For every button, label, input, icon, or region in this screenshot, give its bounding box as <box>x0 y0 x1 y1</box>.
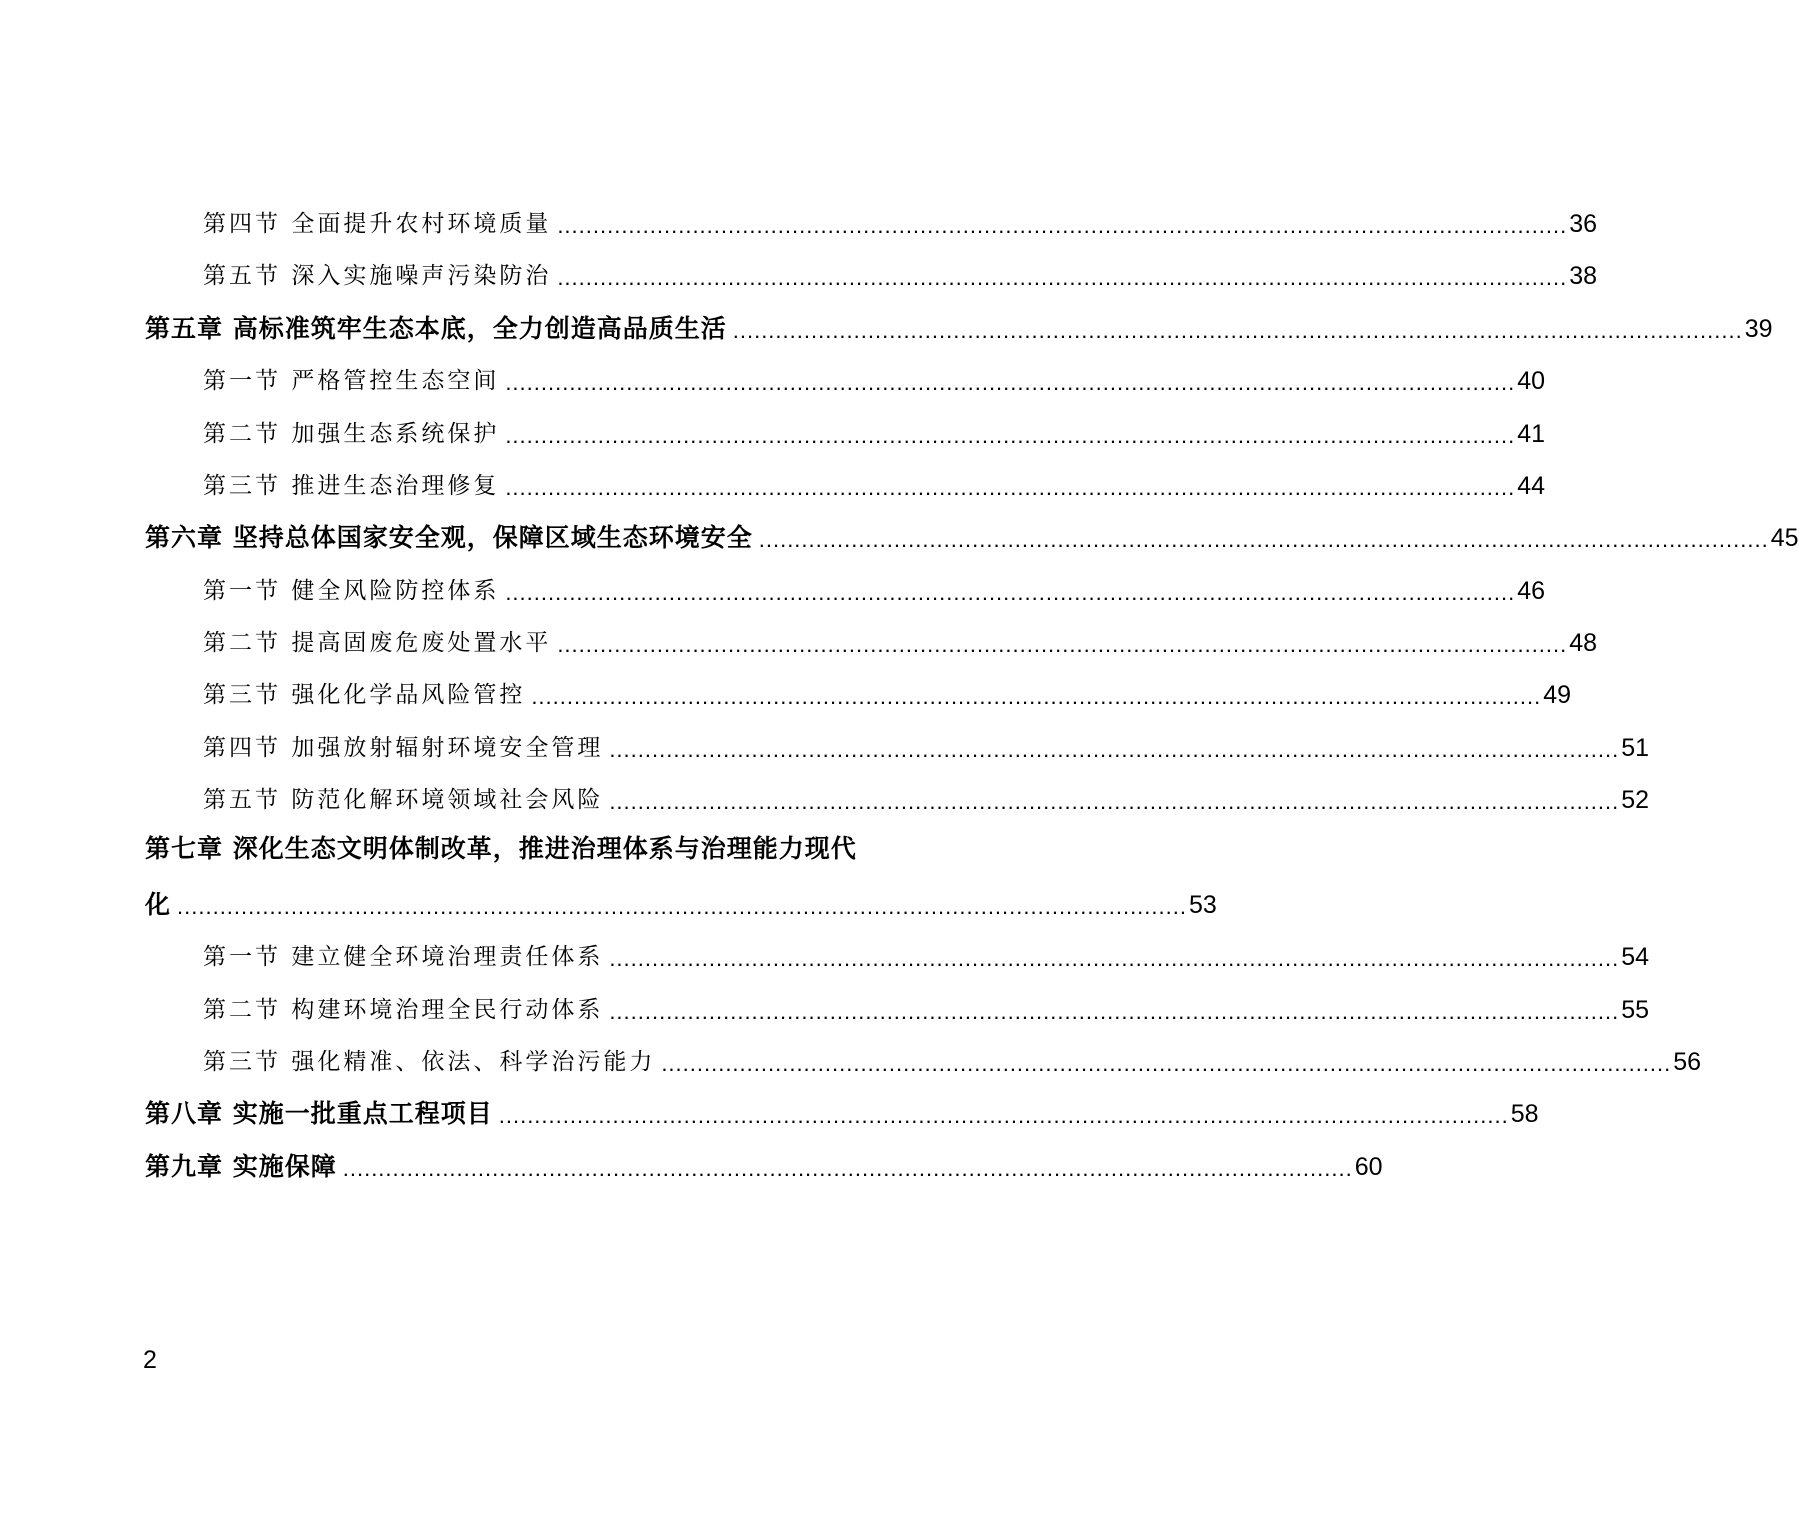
toc-entry[interactable] <box>203 933 1650 973</box>
toc-chapter-title: 第八章 实施一批重点工程项目 <box>145 1099 493 1128</box>
toc-page-number: 38 <box>1569 262 1598 290</box>
toc-entry-title: 第一节 健全风险防控体系 <box>203 578 500 604</box>
toc-entry-title: 第一节 严格管控生态空间 <box>203 368 500 394</box>
toc-entry-title: 第五节 深入实施噪声污染防治 <box>203 263 552 289</box>
toc-page-number: 58 <box>1510 1100 1539 1128</box>
toc-entry[interactable] <box>203 986 1650 1026</box>
toc-page-number: 60 <box>1354 1153 1383 1181</box>
dot-leader: .............................................................................................................................................. <box>531 684 1542 709</box>
toc-page-number: 40 <box>1517 367 1546 395</box>
dot-leader: .............................................................................................................................................. <box>505 370 1516 395</box>
dot-leader: .............................................................................................................................................. <box>177 894 1187 919</box>
toc-entry[interactable] <box>203 567 1546 607</box>
toc-page-number: 52 <box>1621 786 1650 814</box>
toc-entry-title: 第二节 提高固废危废处置水平 <box>203 630 552 656</box>
toc-entry[interactable] <box>203 619 1598 659</box>
toc-chapter-title-line2: 化 <box>145 890 172 919</box>
toc-page-number: 51 <box>1621 734 1650 762</box>
toc-page-number: 39 <box>1744 315 1773 343</box>
toc-chapter-entry[interactable] <box>145 514 1799 554</box>
toc-page-number: 49 <box>1543 681 1572 709</box>
toc-chapter-title: 第六章 坚持总体国家安全观，保障区域生态环境安全 <box>145 523 753 552</box>
toc-page-number: 41 <box>1517 420 1546 448</box>
toc-entry-title: 第四节 加强放射辐射环境安全管理 <box>203 735 604 761</box>
toc-chapter-entry[interactable] <box>145 305 1773 345</box>
toc-entry-title: 第四节 全面提升农村环境质量 <box>203 211 552 237</box>
toc-entry[interactable] <box>203 200 1598 240</box>
dot-leader: .............................................................................................................................................. <box>609 999 1620 1024</box>
dot-leader: .............................................................................................................................................. <box>609 789 1620 814</box>
dot-leader: .............................................................................................................................................. <box>609 946 1620 971</box>
dot-leader: .............................................................................................................................................. <box>557 265 1568 290</box>
toc-page-number: 44 <box>1517 472 1546 500</box>
toc-entry-title: 第三节 推进生态治理修复 <box>203 473 500 499</box>
toc-entry[interactable] <box>203 724 1650 764</box>
toc-entry-title: 第二节 构建环境治理全民行动体系 <box>203 997 604 1023</box>
toc-entry[interactable] <box>203 462 1546 502</box>
toc-entry-title: 第三节 强化化学品风险管控 <box>203 682 526 708</box>
toc-entry[interactable] <box>203 252 1598 292</box>
toc-entry[interactable] <box>203 1038 1702 1078</box>
toc-chapter-title: 第九章 实施保障 <box>145 1152 337 1181</box>
dot-leader: .............................................................................................................................................. <box>758 527 1769 552</box>
toc-page-number: 55 <box>1621 996 1650 1024</box>
toc-entry-title: 第五节 防范化解环境领域社会风险 <box>203 787 604 813</box>
dot-leader: .............................................................................................................................................. <box>732 318 1743 343</box>
page-footer-number: 2 <box>143 1346 157 1374</box>
dot-leader: .............................................................................................................................................. <box>342 1156 1353 1181</box>
toc-chapter-title-line1[interactable]: 第七章 深化生态文明体制改革，推进治理体系与治理能力现代 <box>145 834 857 863</box>
toc-page-number: 56 <box>1673 1048 1702 1076</box>
dot-leader: .............................................................................................................................................. <box>661 1051 1672 1076</box>
toc-entry[interactable] <box>203 357 1546 397</box>
toc-entry-title: 第一节 建立健全环境治理责任体系 <box>203 944 604 970</box>
toc-entry-title: 第三节 强化精准、依法、科学治污能力 <box>203 1049 656 1075</box>
toc-page-number: 54 <box>1621 943 1650 971</box>
toc-page-number: 48 <box>1569 629 1598 657</box>
toc-entry[interactable] <box>203 410 1546 450</box>
toc-page-number: 36 <box>1569 210 1598 238</box>
dot-leader: .............................................................................................................................................. <box>557 213 1568 238</box>
dot-leader: .............................................................................................................................................. <box>609 737 1620 762</box>
dot-leader: .............................................................................................................................................. <box>557 632 1568 657</box>
toc-chapter-entry[interactable] <box>145 1143 1383 1183</box>
toc-entry[interactable] <box>203 776 1650 816</box>
toc-page-number: 45 <box>1770 524 1799 552</box>
toc-chapter-entry[interactable] <box>145 881 1217 921</box>
toc-page-number: 46 <box>1517 577 1546 605</box>
dot-leader: .............................................................................................................................................. <box>505 475 1516 500</box>
toc-entry[interactable] <box>203 671 1572 711</box>
dot-leader: .............................................................................................................................................. <box>498 1103 1509 1128</box>
toc-chapter-entry[interactable] <box>145 1090 1539 1130</box>
dot-leader: .............................................................................................................................................. <box>505 423 1516 448</box>
toc-entry-title: 第二节 加强生态系统保护 <box>203 421 500 447</box>
dot-leader: .............................................................................................................................................. <box>505 580 1516 605</box>
toc-page-number: 53 <box>1188 891 1217 919</box>
toc-chapter-title: 第五章 高标准筑牢生态本底，全力创造高品质生活 <box>145 314 727 343</box>
